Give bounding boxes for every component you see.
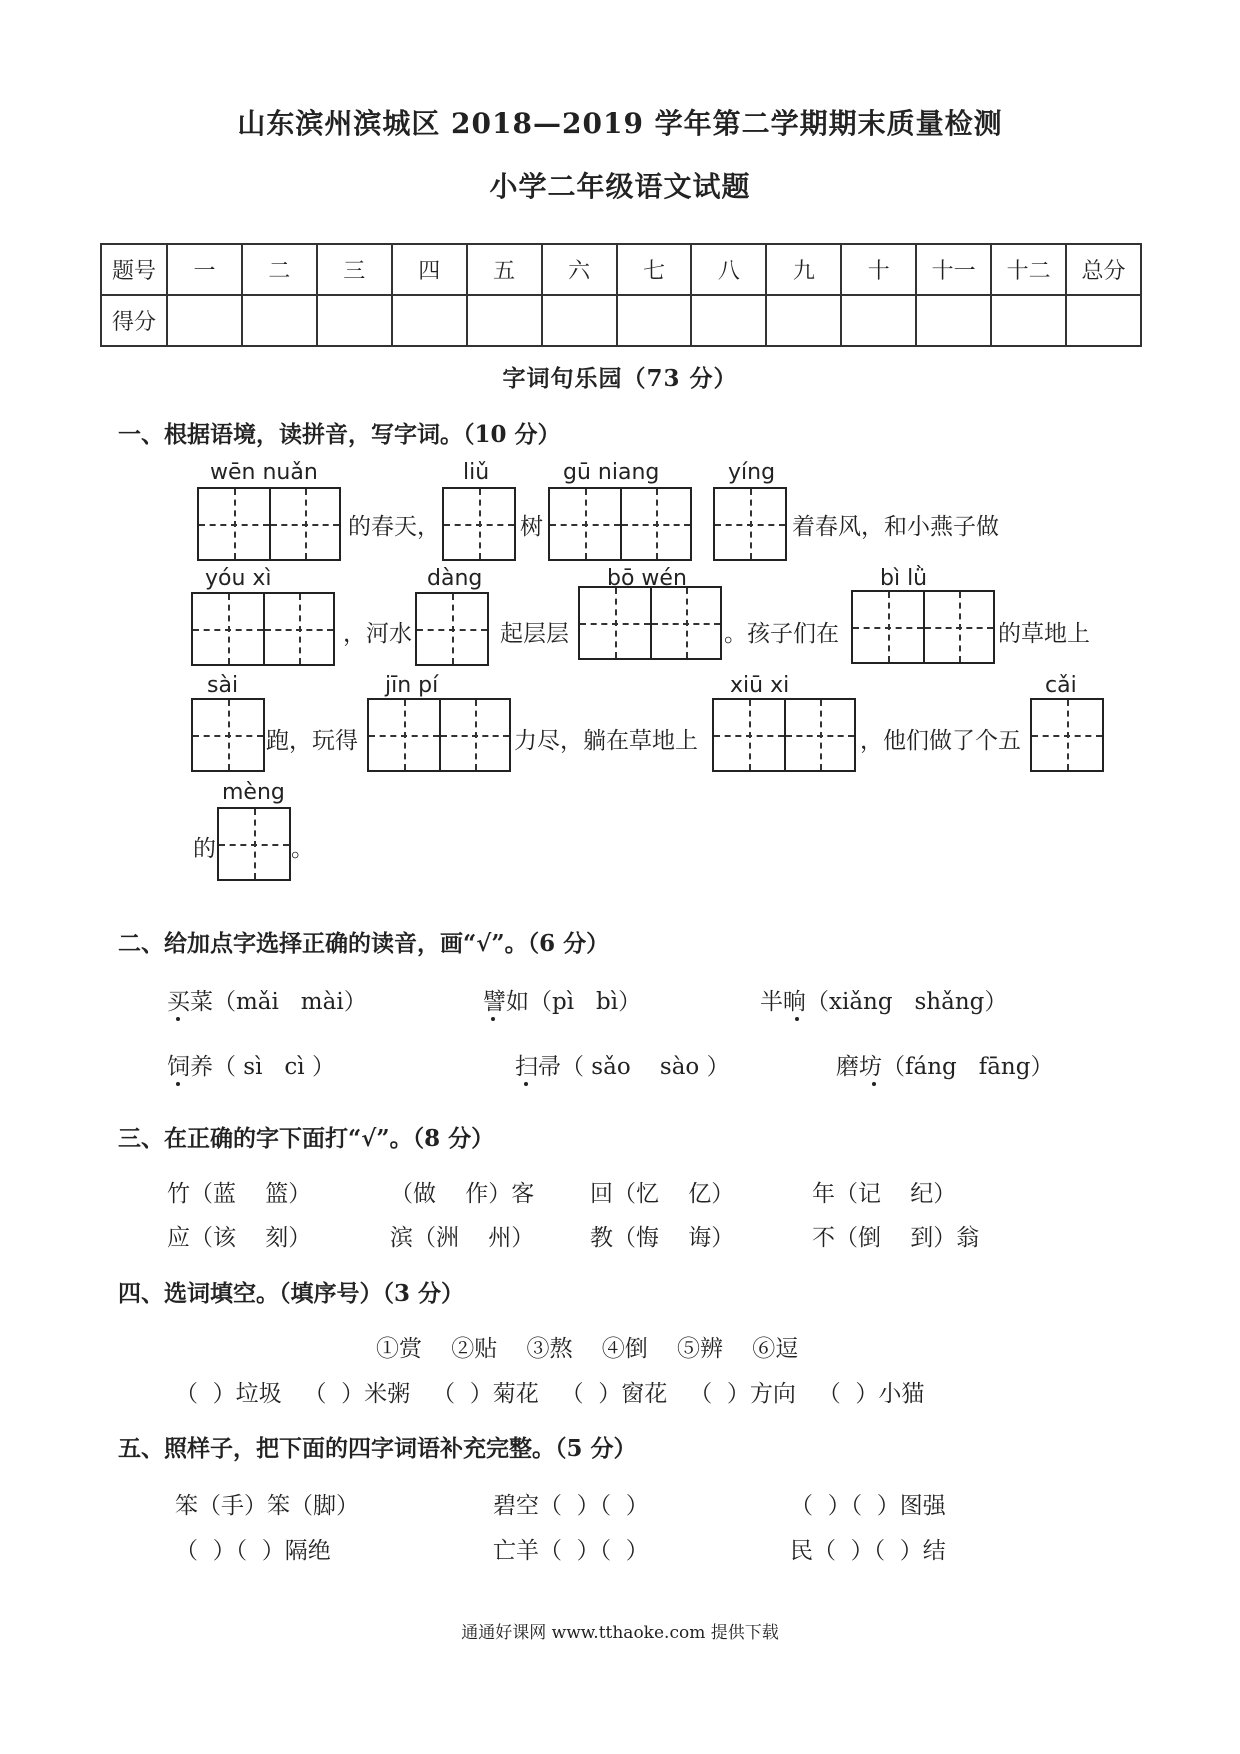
table-cell: 三: [317, 244, 392, 295]
char-grid[interactable]: [1030, 698, 1104, 772]
score-cell[interactable]: [691, 295, 766, 346]
q5-title: 五、照样子，把下面的四字词语补充完整。（5 分）: [118, 1435, 637, 1462]
char-grid[interactable]: [548, 487, 692, 561]
pinyin: mèng: [222, 780, 285, 805]
table-cell: 七: [617, 244, 692, 295]
q4-options: ①赏 ②贴 ③熬 ④倒 ⑤辨 ⑥逗: [376, 1336, 799, 1362]
score-cell[interactable]: [167, 295, 242, 346]
q4-blanks[interactable]: （ ）垃圾 （ ）米粥 （ ）菊花 （ ）窗花 （ ）方向 （ ）小猫: [175, 1381, 925, 1407]
text: 。孩子们在: [724, 621, 839, 647]
exam-title: 山东滨州滨城区 2018—2019 学年第二学期期末质量检测: [237, 107, 1003, 140]
char-grid[interactable]: [851, 590, 995, 664]
emphasis-dot: [176, 1082, 180, 1086]
text: 的春天，: [348, 514, 440, 540]
score-cell[interactable]: [1066, 295, 1141, 346]
score-cell[interactable]: [242, 295, 317, 346]
q3-item: （做 作）客: [390, 1181, 535, 1207]
q2-item: 半晌（xiǎng shǎng）: [760, 989, 1008, 1015]
score-cell[interactable]: [991, 295, 1066, 346]
score-table: [100, 243, 1142, 347]
score-cell[interactable]: [467, 295, 542, 346]
q3-item: 滨（洲 州）: [390, 1225, 535, 1251]
score-cell[interactable]: [392, 295, 467, 346]
q3-item: 回（忆 亿）: [590, 1181, 735, 1207]
q1-title: 一、根据语境，读拼音，写字词。（10 分）: [118, 421, 561, 448]
score-cell[interactable]: [916, 295, 991, 346]
text: 着春风，和小燕子做: [792, 514, 999, 540]
score-cell[interactable]: [542, 295, 617, 346]
char-grid[interactable]: [713, 487, 787, 561]
table-cell: 四: [392, 244, 467, 295]
q5-item[interactable]: 碧空（ ）（ ）: [493, 1493, 649, 1519]
text: ，他们做了个五: [860, 728, 1021, 754]
exam-subtitle: 小学二年级语文试题: [489, 170, 751, 203]
char-grid[interactable]: [191, 698, 265, 772]
q4-title: 四、选词填空。（填序号）（3 分）: [118, 1280, 465, 1307]
q5-item[interactable]: （ ）（ ）隔绝: [175, 1538, 331, 1564]
text: 的: [193, 836, 216, 862]
score-cell[interactable]: [766, 295, 841, 346]
score-cell[interactable]: [617, 295, 692, 346]
char-grid[interactable]: [367, 698, 511, 772]
emphasis-dot: [872, 1082, 876, 1086]
table-cell: 十一: [916, 244, 991, 295]
pinyin: xiū xi: [730, 673, 790, 698]
q2-item: 譬如（pì bì）: [483, 989, 642, 1015]
q5-item[interactable]: （ ）（ ）图强: [790, 1493, 946, 1519]
text: 力尽，躺在草地上: [514, 728, 698, 754]
table-cell: 一: [167, 244, 242, 295]
score-cell[interactable]: [841, 295, 916, 346]
q3-item: 应（该 刻）: [167, 1225, 312, 1251]
pinyin: cǎi: [1045, 673, 1077, 698]
q3-title: 三、在正确的字下面打“√”。（8 分）: [118, 1125, 495, 1152]
table-cell: 总分: [1066, 244, 1141, 295]
char-grid[interactable]: [415, 592, 489, 666]
emphasis-dot: [176, 1017, 180, 1021]
q2-item: 磨坊（fáng fāng）: [836, 1054, 1054, 1080]
pinyin: jīn pí: [385, 673, 439, 698]
pinyin: liǔ: [463, 460, 490, 485]
table-cell: 题号: [101, 244, 167, 295]
q5-item: 笨（手）笨（脚）: [175, 1493, 359, 1519]
q3-item: 教（悔 诲）: [590, 1225, 735, 1251]
emphasis-dot: [491, 1017, 495, 1021]
emphasis-dot: [795, 1017, 799, 1021]
text: ，河水: [343, 621, 412, 647]
char-grid[interactable]: [217, 807, 291, 881]
pinyin: yóu xì: [205, 566, 272, 591]
table-cell: 六: [542, 244, 617, 295]
pinyin: sài: [207, 673, 239, 698]
text: 跑，玩得: [266, 728, 358, 754]
pinyin: gū niang: [563, 460, 660, 485]
char-grid[interactable]: [578, 586, 722, 660]
pinyin: bō wén: [607, 566, 687, 591]
table-cell: 八: [691, 244, 766, 295]
pinyin: bì lǜ: [880, 566, 928, 591]
q2-item: 买菜（mǎi mài）: [167, 989, 367, 1015]
pinyin: wēn nuǎn: [210, 460, 318, 485]
q2-item: 扫帚（ sǎo sào ）: [515, 1054, 730, 1080]
emphasis-dot: [524, 1082, 528, 1086]
score-table-score-row: [101, 295, 1141, 346]
q5-item[interactable]: 亡羊（ ）（ ）: [493, 1538, 649, 1564]
table-cell: 十: [841, 244, 916, 295]
part-title: 字词句乐园（73 分）: [502, 365, 738, 392]
table-cell: 五: [467, 244, 542, 295]
q2-item: 饲养（ sì cì ）: [167, 1054, 335, 1080]
pinyin: yíng: [728, 460, 776, 485]
table-cell: 二: [242, 244, 317, 295]
score-cell[interactable]: [317, 295, 392, 346]
text: 树: [520, 514, 543, 540]
table-cell: 九: [766, 244, 841, 295]
char-grid[interactable]: [442, 487, 516, 561]
q5-item[interactable]: 民（ ）（ ）结: [790, 1538, 946, 1564]
q2-title: 二、给加点字选择正确的读音，画“√”。（6 分）: [118, 930, 610, 957]
q3-item: 年（记 纪）: [812, 1181, 957, 1207]
table-cell: 得分: [101, 295, 167, 346]
q3-item: 不（倒 到）翁: [812, 1225, 980, 1251]
score-table-header-row: [101, 244, 1141, 295]
footer-text: 通通好课网 www.tthaoke.com 提供下载: [461, 1623, 779, 1643]
char-grid[interactable]: [191, 592, 335, 666]
char-grid[interactable]: [197, 487, 341, 561]
pinyin: dàng: [427, 566, 483, 591]
text: 起层层: [500, 621, 569, 647]
text: 的草地上: [998, 621, 1090, 647]
q3-item: 竹（蓝 篮）: [167, 1181, 312, 1207]
table-cell: 十二: [991, 244, 1066, 295]
char-grid[interactable]: [712, 698, 856, 772]
text: 。: [291, 836, 314, 862]
